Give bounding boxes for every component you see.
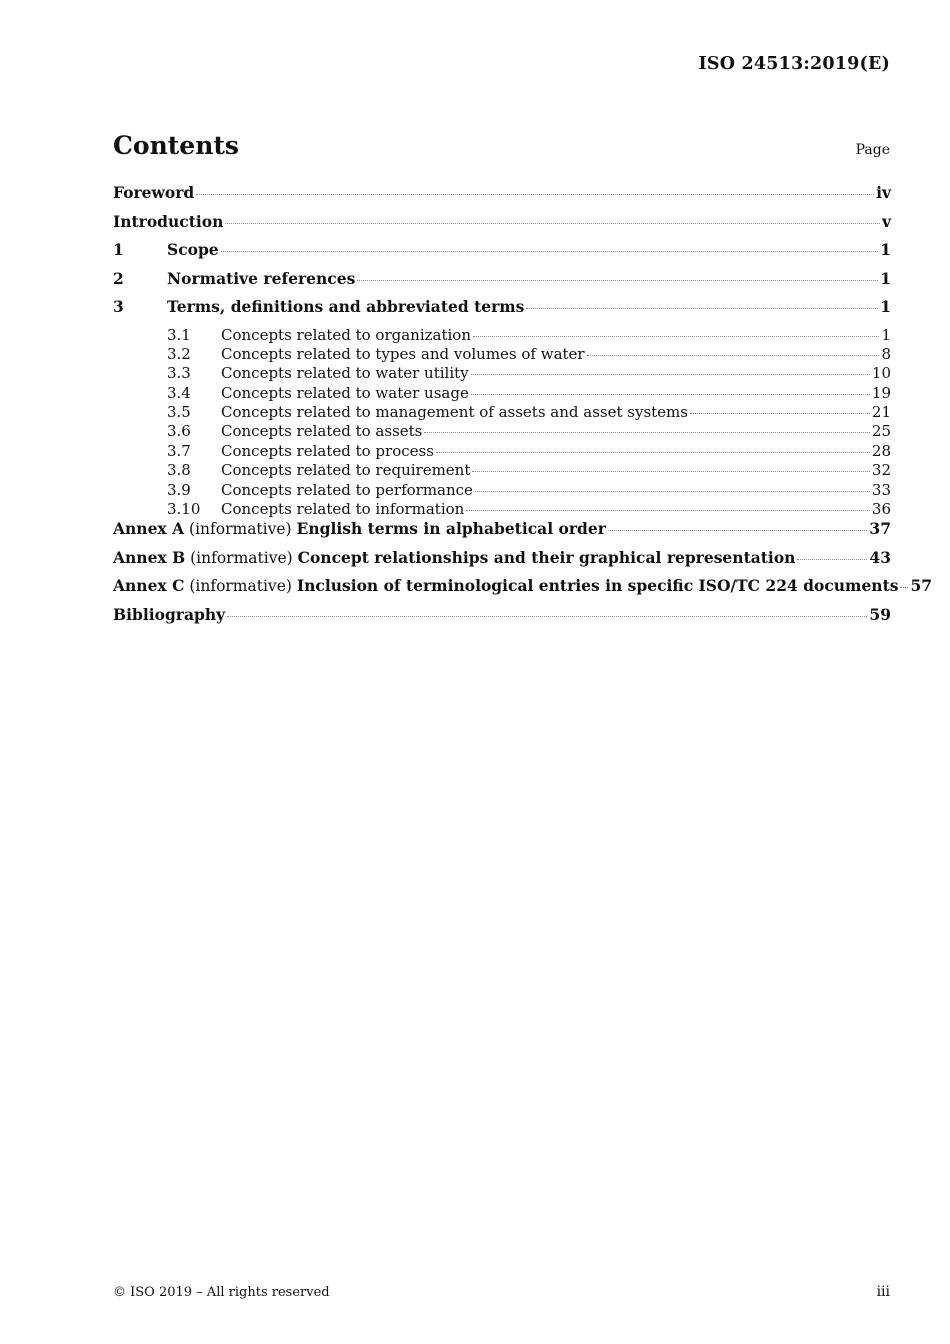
toc-entry-page: 33 bbox=[871, 480, 891, 499]
dot-leader bbox=[690, 412, 870, 414]
toc-entry-page: 28 bbox=[871, 441, 891, 460]
annex-title: English terms in alphabetical order bbox=[296, 519, 606, 539]
toc-entry-title: Terms, definitions and abbreviated terms bbox=[167, 297, 525, 316]
dot-leader bbox=[471, 373, 870, 375]
toc-entry-title: Bibliography bbox=[113, 604, 226, 624]
toc-entry-title: Concepts related to organization bbox=[221, 325, 471, 344]
toc-entry-clause-3[interactable] bbox=[113, 297, 891, 326]
toc-entry-annex-a[interactable] bbox=[113, 519, 891, 548]
toc-subentry-3-5[interactable] bbox=[113, 403, 891, 422]
toc-subentry-3-7[interactable] bbox=[113, 442, 891, 461]
toc-entry-title: Concepts related to information bbox=[221, 500, 465, 519]
dot-leader bbox=[466, 509, 870, 511]
dot-leader bbox=[196, 193, 874, 195]
annex-type: (informative) bbox=[189, 577, 292, 596]
annex-type: (informative) bbox=[190, 548, 293, 567]
toc-entry-page: iv bbox=[876, 183, 891, 202]
toc-entry-title: Concepts related to performance bbox=[221, 480, 473, 499]
toc-subentry-3-3[interactable] bbox=[113, 364, 891, 383]
toc-subentry-3-2[interactable] bbox=[113, 345, 891, 364]
toc-entry-title: Normative references bbox=[167, 268, 356, 288]
toc-entry-clause-1[interactable] bbox=[113, 240, 891, 269]
toc-entry-title: Concepts related to management of assets and asset systems bbox=[221, 403, 688, 422]
toc-entry-introduction[interactable] bbox=[113, 212, 891, 241]
dot-leader bbox=[471, 393, 870, 395]
toc-subentry-3-4[interactable] bbox=[113, 384, 891, 403]
dot-leader bbox=[227, 615, 867, 617]
annex-title: Concept relationships and their graphical representation bbox=[297, 547, 796, 567]
dot-leader bbox=[221, 250, 879, 252]
toc-entry-number: 2 bbox=[113, 268, 124, 288]
toc-entry-foreword[interactable] bbox=[113, 183, 891, 212]
toc-entry-title: Concepts related to water usage bbox=[221, 383, 469, 402]
toc-subentry-3-1[interactable] bbox=[113, 326, 891, 345]
dot-leader bbox=[472, 470, 870, 472]
copyright-notice: © ISO 2019 – All rights reserved bbox=[113, 1285, 330, 1300]
toc-entry-number: 3.9 bbox=[167, 480, 191, 499]
toc-entry-number: 3.8 bbox=[167, 461, 191, 480]
toc-entry-title: Concepts related to requirement bbox=[221, 461, 471, 480]
toc-entry-title: Foreword bbox=[113, 183, 195, 202]
dot-leader bbox=[608, 529, 868, 531]
dot-leader bbox=[436, 451, 870, 453]
toc-entry-page: 1 bbox=[880, 268, 891, 288]
toc-entry-title: Concepts related to assets bbox=[221, 422, 423, 441]
toc-entry-title: Introduction bbox=[113, 211, 224, 231]
toc-entry-annex-c[interactable] bbox=[113, 576, 933, 605]
dot-leader bbox=[526, 307, 878, 309]
table-of-contents bbox=[113, 183, 933, 633]
dot-leader bbox=[475, 490, 870, 492]
toc-entry-title bbox=[113, 576, 898, 595]
toc-entry-page: 37 bbox=[869, 519, 891, 539]
page-title: Contents bbox=[113, 131, 240, 160]
toc-entry-page: v bbox=[881, 211, 891, 231]
toc-entry-annex-b[interactable] bbox=[113, 548, 891, 577]
document-identifier: ISO 24513:2019(E) bbox=[698, 54, 890, 74]
toc-subentry-3-6[interactable] bbox=[113, 422, 891, 441]
toc-entry-title: Scope bbox=[167, 240, 219, 259]
annex-type: (informative) bbox=[189, 520, 292, 539]
toc-entry-number: 3.4 bbox=[167, 383, 191, 402]
dot-leader bbox=[587, 354, 880, 356]
toc-entry-page: 25 bbox=[871, 422, 891, 441]
toc-entry-page: 59 bbox=[869, 604, 891, 624]
toc-entry-page: 19 bbox=[871, 383, 891, 402]
toc-entry-title: Concepts related to types and volumes of water bbox=[221, 344, 585, 363]
toc-entry-bibliography[interactable] bbox=[113, 605, 891, 634]
toc-subentry-3-8[interactable] bbox=[113, 461, 891, 480]
annex-label: Annex B bbox=[113, 547, 186, 567]
dot-leader bbox=[797, 558, 867, 560]
toc-entry-title: Concepts related to process bbox=[221, 441, 434, 460]
dot-leader bbox=[473, 335, 879, 337]
toc-entry-number: 3.2 bbox=[167, 344, 191, 363]
toc-entry-page: 21 bbox=[871, 403, 891, 422]
toc-entry-number: 3.5 bbox=[167, 403, 191, 422]
dot-leader bbox=[225, 222, 880, 224]
toc-entry-number: 3.10 bbox=[167, 500, 201, 519]
toc-entry-page: 43 bbox=[869, 547, 891, 567]
toc-entry-page: 1 bbox=[880, 297, 891, 316]
toc-entry-clause-2[interactable] bbox=[113, 269, 891, 298]
toc-entry-title bbox=[113, 548, 795, 567]
toc-subentry-3-9[interactable] bbox=[113, 481, 891, 500]
page-number: iii bbox=[876, 1284, 890, 1300]
toc-entry-number: 3.1 bbox=[167, 325, 191, 344]
toc-entry-page: 10 bbox=[871, 364, 891, 383]
dot-leader bbox=[900, 586, 908, 588]
toc-entry-page: 36 bbox=[871, 500, 891, 519]
toc-entry-number: 3.6 bbox=[167, 422, 191, 441]
toc-entry-page: 57 bbox=[910, 576, 933, 596]
dot-leader bbox=[357, 279, 878, 281]
toc-entry-title: Concepts related to water utility bbox=[221, 364, 469, 383]
toc-entry-number: 3 bbox=[113, 297, 124, 316]
toc-subentry-3-10[interactable] bbox=[113, 500, 891, 519]
annex-label: Annex A bbox=[113, 519, 185, 539]
annex-label: Annex C bbox=[113, 576, 185, 596]
toc-entry-number: 1 bbox=[113, 240, 124, 259]
toc-entry-number: 3.7 bbox=[167, 441, 191, 460]
toc-entry-number: 3.3 bbox=[167, 364, 191, 383]
toc-entry-page: 1 bbox=[881, 325, 891, 344]
toc-entry-page: 32 bbox=[871, 461, 891, 480]
toc-entry-title bbox=[113, 519, 606, 538]
annex-title: Inclusion of terminological entries in specific ISO/TC 224 documents bbox=[296, 576, 899, 596]
toc-entry-page: 1 bbox=[880, 240, 891, 259]
toc-entry-page: 8 bbox=[881, 344, 891, 363]
page-column-label: Page bbox=[855, 142, 890, 158]
dot-leader bbox=[424, 431, 870, 433]
